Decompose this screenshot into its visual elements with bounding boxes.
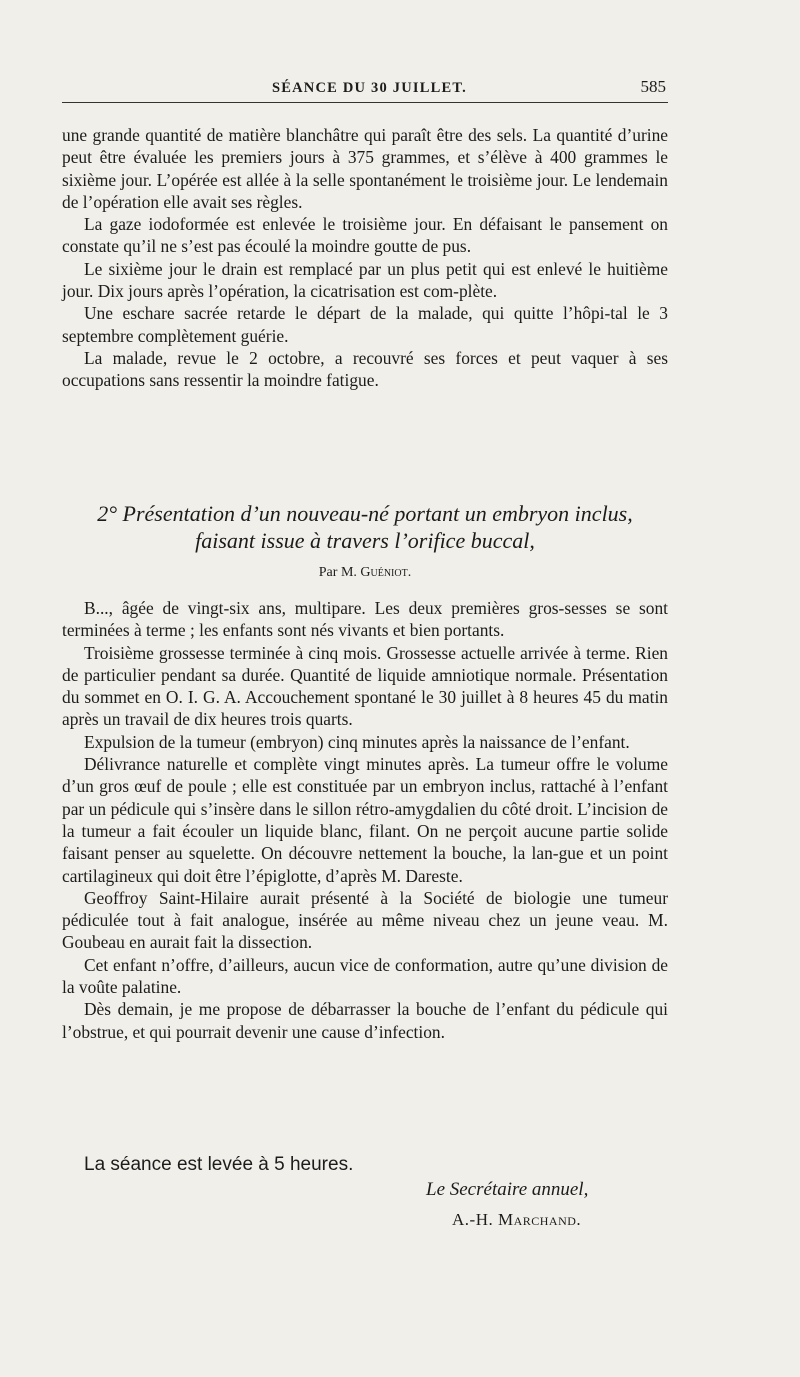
body-text-bottom: [62, 597, 668, 1043]
signature-role: Le Secrétaire annuel,: [426, 1179, 589, 1200]
paragraph: Geoffroy Saint-Hilaire aurait présenté à la Société de biologie une tumeur pédiculée tout à fait analogue, insérée au même niveau chez un jeune veau. M. Goubeau en aurait fait la dissection.: [62, 887, 668, 953]
paragraph: Cet enfant n’offre, d’ailleurs, aucun vice de conformation, autre qu’une division de la voûte palatine.: [62, 954, 668, 998]
byline-author: M. Guéniot.: [340, 565, 412, 580]
closing-line: La séance est levée à 5 heures.: [84, 1154, 354, 1175]
section-title-line-2: faisant issue à travers l’orifice buccal,: [195, 528, 535, 553]
paragraph: Le sixième jour le drain est remplacé par un plus petit qui est enlevé le huitième jour. Dix jours après l’opération, la cicatrisation est com-plète.: [62, 258, 668, 302]
signature-surname: Marchand.: [497, 1210, 582, 1229]
section-title-text: Présentation d’un nouveau-né portant un embryon inclus,: [122, 501, 633, 526]
paragraph: Dès demain, je me propose de débarrasser la bouche de l’enfant du pédicule qui l’obstrue, et qui pourrait devenir une cause d’infection.: [62, 999, 668, 1042]
section-title-line-1: [62, 500, 668, 527]
byline-prefix: Par: [318, 565, 338, 580]
paragraph: Une eschare sacrée retarde le départ de la malade, qui quitte l’hôpi-tal le 3 septembre complètement guérie.: [62, 303, 668, 346]
body-text-top: [62, 124, 668, 392]
paragraph: une grande quantité de matière blanchâtre qui paraît être des sels. La quantité d’urine peut être évaluée les premiers jours à 375 grammes, et s’élève à 400 grammes le sixième jour. L’opérée est allée à la selle spontanément le troisième jour. Le lendemain de l’opération elle avait ses règles.: [62, 125, 668, 212]
signature-name: [452, 1210, 581, 1230]
section-number: 2°: [97, 501, 118, 526]
paragraph: Troisième grossesse terminée à cinq mois. Grossesse actuelle arrivée à terme. Rien de particulier pendant sa durée. Quantité de liquide amniotique normale. Présentation du sommet en O. I. G. A. Accouchement spontané le 30 juillet à 8 heures 45 du matin après un travail de dix heures trois quarts.: [62, 642, 668, 730]
paragraph: Délivrance naturelle et complète vingt minutes après. La tumeur offre le volume d’un gros œuf de poule ; elle est constituée par un embryon inclus, rattaché à l’enfant par un pédicule qui s’insère dans le sillon rétro-amygdalien du côté droit. L’incision de la tumeur a fait écouler un liquide blanc, filant. On ne perçoit aucune partie solide faisant penser au squelette. On découvre nettement la bouche, la lan-gue et un point cartilagineux qui doit être l’épiglotte, d’après M. Dareste.: [62, 754, 668, 886]
running-header: [62, 76, 668, 103]
paragraph: Expulsion de la tumeur (embryon) cinq minutes après la naissance de l’enfant.: [84, 731, 630, 752]
paragraph: La malade, revue le 2 octobre, a recouvré ses forces et peut vaquer à ses occupations sans ressentir la moindre fatigue.: [62, 347, 668, 391]
signature-initials: A.-H.: [452, 1210, 494, 1229]
running-title: SÉANCE DU 30 JUILLET.: [272, 80, 467, 96]
paragraph: B..., âgée de vingt-six ans, multipare. Les deux premières gros-sesses se sont terminées à terme ; les enfants sont nés vivants et bien portants.: [62, 598, 668, 641]
byline: [62, 565, 668, 581]
paragraph: La gaze iodoformée est enlevée le troisième jour. En défaisant le pansement on constate qu’il ne s’est pas écoulé la moindre goutte de pus.: [62, 214, 668, 257]
page-number: 585: [640, 77, 666, 96]
section-title: [62, 500, 668, 554]
